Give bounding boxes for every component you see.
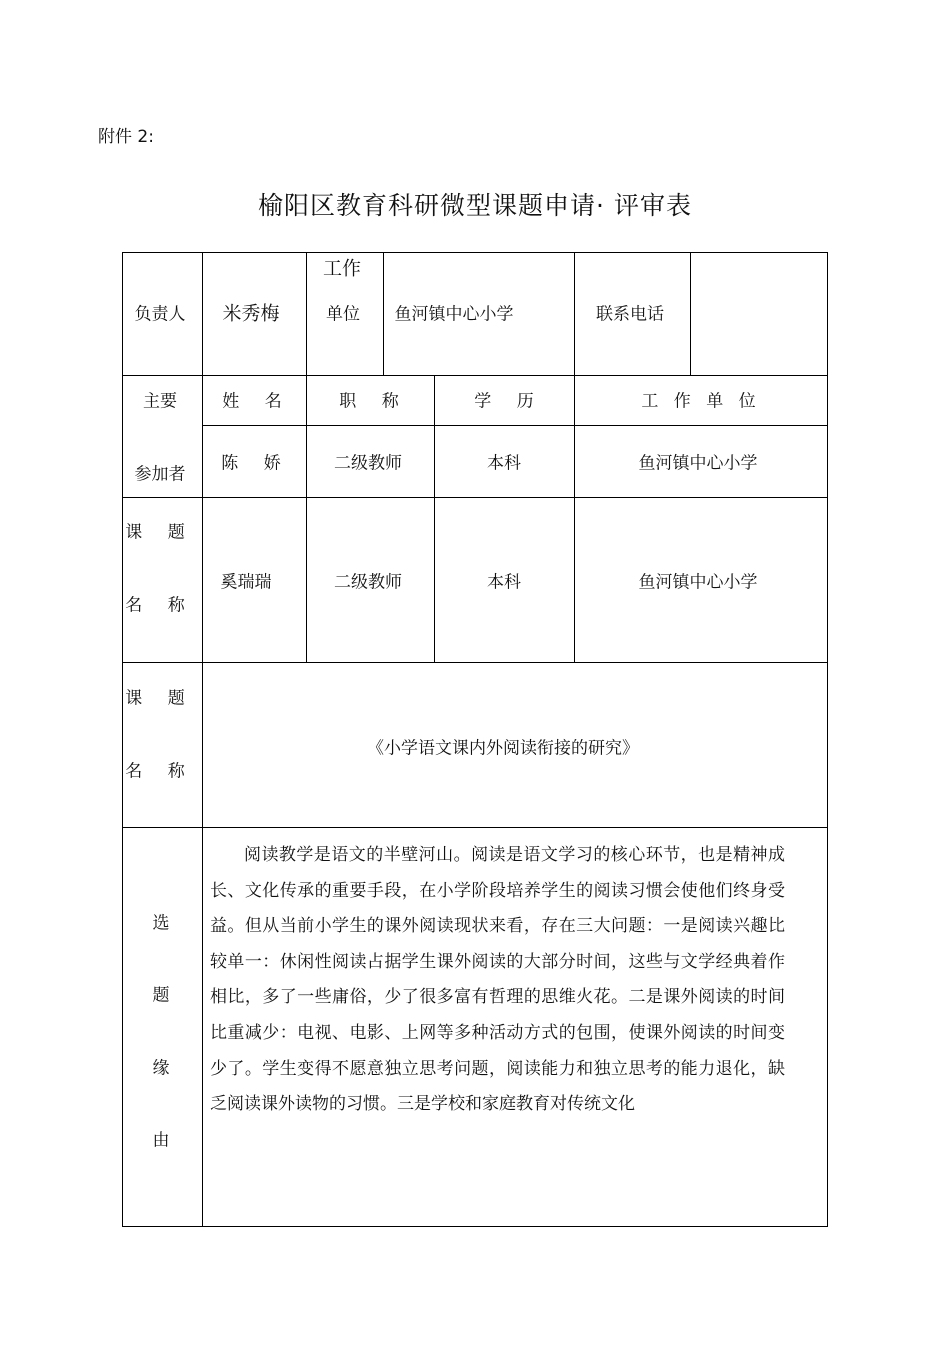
participant-2-education: 本科 (487, 572, 521, 593)
work-unit-value: 鱼河镇中心小学 (394, 304, 514, 325)
reason-text: 阅读教学是语文的半壁河山。阅读是语文学习的核心环节，也是精神成长、文化传承的重要手段，在小学阶段培养学生的阅读习惯会使他们终身受益。但从当前小学生的课外阅读现状来看，存在三大问题：一是阅读兴趣比较单一：休闲性阅读占据学生课外阅读的大部分时间，这些与文学经典着作相比，多了一些庸俗，少了很多富有哲理的思维火花。二是课外阅读的时间比重减少：电视、电影、上网等多种活动方式的包围，使课外阅读的时间变少了。学生变得不愿意独立思考问题，阅读能力和独立思考的能力退化，缺乏阅读课外读物的习惯。三是学校和家庭教育对传统文化 (210, 845, 785, 1115)
reason-label-char-2: 题 (152, 985, 170, 1006)
topic-label-a-line1: 课 题 (125, 522, 195, 543)
header-education: 学 历 (474, 391, 544, 412)
leader-name: 米秀梅 (222, 302, 280, 325)
participants-label-line2: 参加者 (134, 464, 186, 485)
header-title: 职 称 (339, 391, 409, 412)
phone-label: 联系电话 (596, 304, 664, 325)
header-work-unit: 工 作 单 位 (641, 391, 761, 412)
participant-2-name: 奚瑞瑞 (220, 572, 272, 593)
participant-2-work-unit: 鱼河镇中心小学 (638, 572, 758, 593)
reason-label-char-1: 选 (152, 913, 170, 934)
participant-2-title: 二级教师 (334, 572, 402, 593)
topic-label-b-line2: 名 称 (125, 761, 195, 782)
topic-name: 《小学语文课内外阅读衔接的研究》 (367, 738, 639, 759)
participants-label-line1: 主要 (143, 391, 177, 412)
participant-1-title: 二级教师 (334, 453, 402, 474)
reason-label-char-4: 由 (152, 1130, 170, 1151)
work-unit-label-line1: 工作 (322, 257, 362, 280)
participant-1-education: 本科 (487, 453, 521, 474)
form-title: 榆阳区教育科研微型课题申请· 评审表 (258, 191, 692, 220)
leader-label: 负责人 (134, 304, 186, 325)
participant-1-work-unit: 鱼河镇中心小学 (638, 453, 758, 474)
attachment-label: 附件 2: (98, 127, 154, 147)
work-unit-label-line2: 单位 (326, 304, 360, 325)
participant-1-name: 陈 娇 (221, 453, 291, 474)
reason-label-char-3: 缘 (152, 1058, 170, 1079)
topic-label-b-line1: 课 题 (125, 688, 195, 709)
header-name: 姓 名 (222, 391, 292, 412)
topic-label-a-line2: 名 称 (125, 595, 195, 616)
